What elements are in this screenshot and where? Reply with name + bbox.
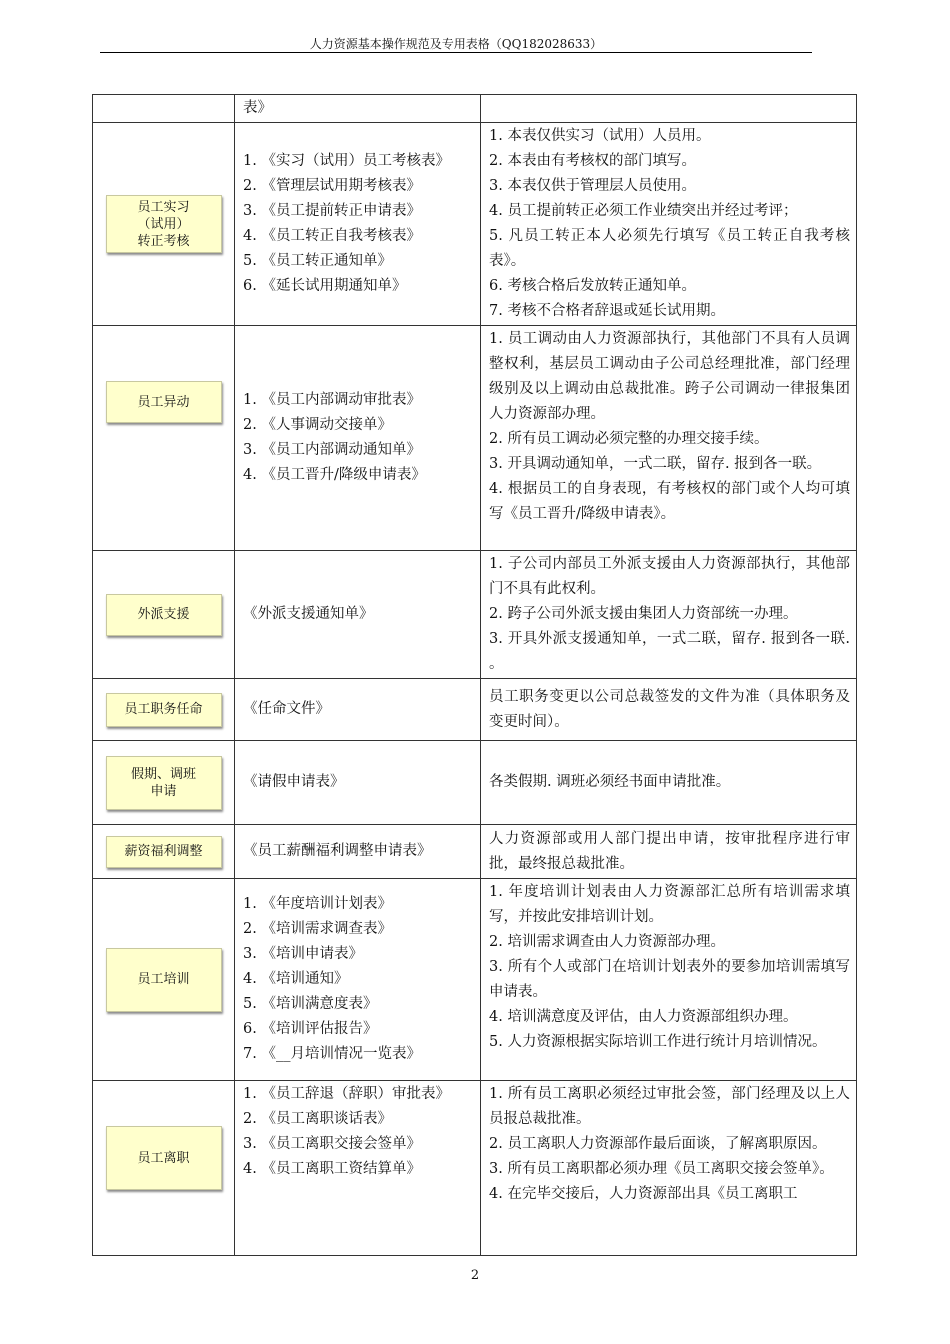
page-header: 人力资源基本操作规范及专用表格（QQ182028633）: [309, 37, 603, 51]
table-row: [93, 95, 857, 123]
note-item: 2. 员工离职人力资源部作最后面谈，了解离职原因。: [489, 1136, 827, 1152]
category-label: 薪资福利调整: [106, 836, 222, 868]
category-cell: [93, 551, 235, 679]
form-item: 2. 《员工离职谈话表》: [243, 1111, 392, 1127]
note-item: 6. 考核合格后发放转正通知单。: [489, 278, 696, 294]
notes-cell: [481, 879, 857, 1081]
note-item: 1. 本表仅供实习（试用）人员用。: [489, 128, 711, 144]
note-item: 3. 开具调动通知单，一式二联，留存. 报到各一联。: [489, 456, 822, 472]
category-label: 假期、调班 申请: [106, 756, 222, 810]
notes-cell: [481, 551, 857, 679]
note-item: 5. 凡员工转正本人必须先行填写《员工转正自我考核表》。: [489, 228, 850, 269]
forms-cell: [235, 741, 481, 825]
note-item: 4. 根据员工的自身表现，有考核权的部门或个人均可填写《员工晋升/降级申请表》。: [489, 481, 850, 522]
notes-cell: [481, 825, 857, 879]
note-item: 1. 子公司内部员工外派支援由人力资源部执行，其他部门不具有此权利。: [489, 556, 850, 597]
forms-cell: [235, 679, 481, 741]
note-item: 员工职务变更以公司总裁签发的文件为准（具体职务及变更时间）。: [489, 688, 850, 730]
forms-cell: [235, 326, 481, 551]
notes-cell: [481, 741, 857, 825]
form-item: 4. 《培训通知》: [243, 971, 349, 987]
note-item: 1. 年度培训计划表由人力资源部汇总所有培训需求填写，并按此安排培训计划。: [489, 884, 850, 925]
form-item: 5. 《员工转正通知单》: [243, 253, 392, 269]
forms-cell: [235, 551, 481, 679]
forms-cell: [235, 95, 481, 123]
notes-cell: [481, 123, 857, 326]
notes-cell: [481, 95, 857, 123]
form-item: 3. 《员工内部调动通知单》: [243, 442, 421, 458]
form-item: 6. 《培训评估报告》: [243, 1021, 378, 1037]
table-row: [93, 326, 857, 551]
note-item: 各类假期. 调班必须经书面申请批准。: [489, 774, 731, 790]
form-item: 2. 《管理层试用期考核表》: [243, 178, 421, 194]
note-item: 2. 本表由有考核权的部门填写。: [489, 153, 696, 169]
note-item: 2. 跨子公司外派支援由集团人力资部统一办理。: [489, 606, 798, 622]
form-item: 3. 《培训申请表》: [243, 946, 363, 962]
note-item: 7. 考核不合格者辞退或延长试用期。: [489, 303, 725, 319]
form-item: 4. 《员工转正自我考核表》: [243, 228, 421, 244]
form-item: 《外派支援通知单》: [243, 606, 374, 622]
form-item: 7. 《__月培训情况一览表》: [243, 1046, 421, 1062]
category-label: 员工异动: [106, 381, 222, 423]
form-item: 6. 《延长试用期通知单》: [243, 278, 407, 294]
note-item: 4. 员工提前转正必须工作业绩突出并经过考评；: [489, 203, 798, 219]
form-item: 3. 《员工提前转正申请表》: [243, 203, 421, 219]
form-item: 1. 《员工辞退（辞职）审批表》: [243, 1086, 450, 1102]
table-row: [93, 879, 857, 1081]
hr-forms-table: [92, 94, 857, 1256]
form-item: 3. 《员工离职交接会签单》: [243, 1136, 421, 1152]
form-item: 2. 《人事调动交接单》: [243, 417, 392, 433]
form-item: 表》: [243, 100, 272, 116]
note-item: 3. 本表仅供于管理层人员使用。: [489, 178, 696, 194]
category-cell: [93, 326, 235, 551]
category-cell: [93, 879, 235, 1081]
category-label: 外派支援: [106, 594, 222, 636]
table-row: [93, 741, 857, 825]
note-item: 3. 所有员工离职都必须办理《员工离职交接会签单》。: [489, 1161, 834, 1177]
category-label: 员工职务任命: [106, 693, 222, 727]
category-label: 员工离职: [106, 1126, 222, 1190]
forms-cell: [235, 123, 481, 326]
table-row: [93, 679, 857, 741]
note-item: 4. 在完毕交接后，人力资源部出具《员工离职工: [489, 1186, 798, 1202]
notes-cell: [481, 679, 857, 741]
notes-cell: [481, 326, 857, 551]
category-cell: [93, 123, 235, 326]
category-cell: [93, 741, 235, 825]
category-cell: [93, 679, 235, 741]
form-item: 5. 《培训满意度表》: [243, 996, 378, 1012]
note-item: 1. 所有员工离职必须经过审批会签，部门经理及以上人员报总裁批准。: [489, 1086, 850, 1127]
form-item: 4. 《员工晋升/降级申请表》: [243, 467, 426, 483]
note-item: 2. 所有员工调动必须完整的办理交接手续。: [489, 431, 769, 447]
forms-cell: [235, 1081, 481, 1256]
table-row: [93, 825, 857, 879]
forms-cell: [235, 825, 481, 879]
table-row: [93, 551, 857, 679]
category-label: 员工实习 （试用） 转正考核: [106, 195, 222, 253]
form-item: 4. 《员工离职工资结算单》: [243, 1161, 421, 1177]
note-item: 5. 人力资源根据实际培训工作进行统计月培训情况。: [489, 1034, 827, 1050]
form-item: 1. 《年度培训计划表》: [243, 896, 392, 912]
note-item: 人力资源部或用人部门提出申请，按审批程序进行审批，最终报总裁批准。: [489, 830, 850, 872]
header-rule: [100, 52, 812, 53]
notes-cell: [481, 1081, 857, 1256]
note-item: 2. 培训需求调查由人力资源部办理。: [489, 934, 725, 950]
form-item: 2. 《培训需求调查表》: [243, 921, 392, 937]
form-item: 《任命文件》: [243, 701, 330, 717]
category-cell: [93, 825, 235, 879]
forms-cell: [235, 879, 481, 1081]
note-item: 3. 所有个人或部门在培训计划表外的要参加培训需填写申请表。: [489, 959, 850, 1000]
form-item: 1. 《实习（试用）员工考核表》: [243, 153, 450, 169]
table-row: [93, 123, 857, 326]
form-item: 《请假申请表》: [243, 774, 345, 790]
page-number: 2: [470, 1268, 480, 1283]
form-item: 《员工薪酬福利调整申请表》: [243, 843, 432, 859]
note-item: 4. 培训满意度及评估，由人力资源部组织办理。: [489, 1009, 798, 1025]
category-label: 员工培训: [106, 948, 222, 1012]
form-item: 1. 《员工内部调动审批表》: [243, 392, 421, 408]
note-item: 3. 开具外派支援通知单，一式二联，留存. 报到各一联. 。: [489, 631, 850, 672]
category-cell: [93, 95, 235, 123]
table-row: [93, 1081, 857, 1256]
note-item: 1. 员工调动由人力资源部执行，其他部门不具有人员调整权利，基层员工调动由子公司总经理批准，部门经理级别及以上调动由总裁批准。跨子公司调动一律报集团人力资源部办理。: [489, 331, 850, 422]
category-cell: [93, 1081, 235, 1256]
